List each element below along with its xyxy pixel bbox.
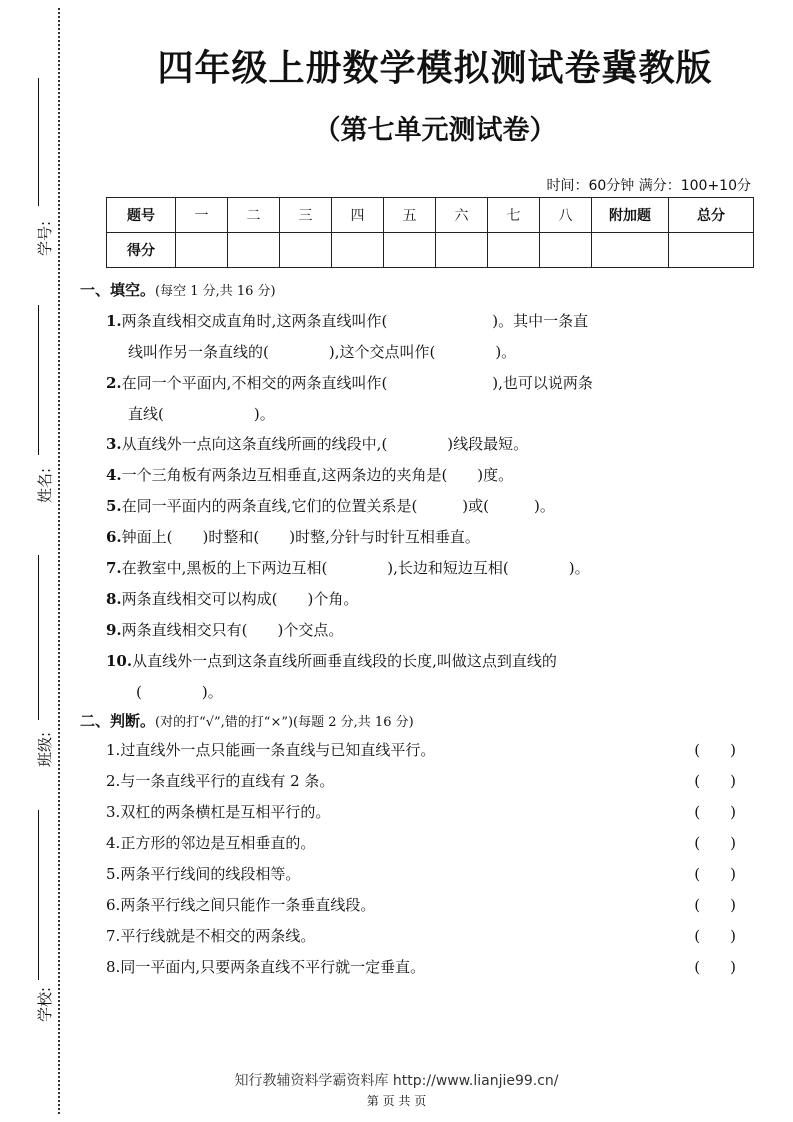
question-number: 1. <box>106 741 121 759</box>
score-input-cell[interactable] <box>332 233 384 268</box>
exam-meta: 时间：60分钟 满分：100+10分 <box>546 178 751 194</box>
question-number: 3. <box>106 435 122 453</box>
fill-question <box>106 491 736 522</box>
score-input-cell[interactable] <box>280 233 332 268</box>
page-title: 四年级上册数学模拟测试卷冀教版 <box>157 48 713 89</box>
judge-question <box>106 797 736 828</box>
student-name-label: 姓名: <box>36 467 54 503</box>
fill-question <box>106 522 736 553</box>
section-note: (每空 1 分,共 16 分) <box>155 284 276 299</box>
question-text-cont: 直线( )。 <box>128 405 275 423</box>
question-number: 4. <box>106 466 122 484</box>
question-number: 2. <box>106 772 121 790</box>
section-fill-blank-heading <box>80 279 276 300</box>
judge-question <box>106 766 736 797</box>
question-text: 两条平行线之间只能作一条垂直线段。 <box>120 896 376 914</box>
section-note: (对的打“√”,错的打“×”)(每题 2 分,共 16 分) <box>155 715 414 730</box>
question-text-cont: ( )。 <box>136 683 223 701</box>
student-id-label: 学号: <box>36 220 54 256</box>
question-text: 两条直线相交可以构成( )个角。 <box>121 590 359 608</box>
score-header-cell: 总分 <box>669 198 754 233</box>
judge-question <box>106 952 736 983</box>
footer-source: 知行教辅资料学霸资料库 http://www.lianjie99.cn/ <box>234 1073 559 1089</box>
score-input-cell[interactable] <box>592 233 669 268</box>
question-number: 5. <box>106 497 122 515</box>
judge-question <box>106 921 736 952</box>
score-header-cell: 八 <box>540 198 592 233</box>
student-id-underline <box>38 78 39 206</box>
score-header-cell: 三 <box>280 198 332 233</box>
fill-question <box>106 584 736 615</box>
class-label: 班级: <box>36 731 54 767</box>
question-text: 钟面上( )时整和( )时整,分针与时针互相垂直。 <box>121 528 480 546</box>
question-number: 6. <box>106 528 122 546</box>
score-input-cell[interactable] <box>384 233 436 268</box>
score-table-header-row <box>107 198 754 233</box>
score-input-cell[interactable] <box>228 233 280 268</box>
score-header-cell: 一 <box>176 198 228 233</box>
score-table-score-row <box>107 233 754 268</box>
fill-question <box>106 460 736 491</box>
question-text: 在同一平面内的两条直线,它们的位置关系是( )或( )。 <box>121 497 555 515</box>
answer-parentheses[interactable]: ( ) <box>694 896 736 914</box>
section-title: 一、填空。 <box>80 281 156 299</box>
question-number: 6. <box>106 896 121 914</box>
score-header-cell: 四 <box>332 198 384 233</box>
score-input-cell[interactable] <box>176 233 228 268</box>
question-text: 两条平行线间的线段相等。 <box>120 865 301 883</box>
question-number: 7. <box>106 559 122 577</box>
judge-question <box>106 859 736 890</box>
school-label: 学校: <box>36 986 54 1022</box>
question-text: 在同一个平面内,不相交的两条直线叫作( ),也可以说两条 <box>121 374 593 392</box>
question-number: 8. <box>106 958 121 976</box>
class-underline <box>38 555 39 720</box>
question-text: 同一平面内,只要两条直线不平行就一定垂直。 <box>120 958 426 976</box>
score-row-label: 得分 <box>107 233 176 268</box>
answer-parentheses[interactable]: ( ) <box>694 834 736 852</box>
score-header-cell: 题号 <box>107 198 176 233</box>
student-name-field[interactable] <box>18 305 54 505</box>
question-text: 两条直线相交成直角时,这两条直线叫作( )。其中一条直 <box>121 312 589 330</box>
question-number: 3. <box>106 803 121 821</box>
question-number: 10. <box>106 652 133 670</box>
answer-parentheses[interactable]: ( ) <box>694 741 736 759</box>
student-id-field[interactable] <box>18 78 54 258</box>
answer-parentheses[interactable]: ( ) <box>694 772 736 790</box>
binding-dotted-line <box>58 8 60 1114</box>
score-input-cell[interactable] <box>488 233 540 268</box>
question-text: 双杠的两条横杠是互相平行的。 <box>120 803 331 821</box>
question-number: 7. <box>106 927 121 945</box>
answer-parentheses[interactable]: ( ) <box>694 803 736 821</box>
student-name-underline <box>38 305 39 455</box>
question-text: 正方形的邻边是互相垂直的。 <box>120 834 316 852</box>
class-field[interactable] <box>18 555 54 767</box>
question-text: 一个三角板有两条边互相垂直,这两条边的夹角是( )度。 <box>121 466 514 484</box>
score-header-cell: 七 <box>488 198 540 233</box>
question-text-cont: 线叫作另一条直线的( ),这个交点叫作( )。 <box>128 343 517 361</box>
judge-question <box>106 735 736 766</box>
score-table <box>106 197 754 268</box>
judge-question <box>106 828 736 859</box>
fill-question <box>106 429 736 460</box>
answer-parentheses[interactable]: ( ) <box>694 927 736 945</box>
question-number: 8. <box>106 590 122 608</box>
page-number: 第 页 共 页 <box>366 1094 427 1108</box>
fill-question <box>106 306 736 368</box>
page-subtitle: （第七单元测试卷） <box>313 115 557 146</box>
question-number: 2. <box>106 374 122 392</box>
score-input-cell[interactable] <box>669 233 754 268</box>
score-header-cell: 二 <box>228 198 280 233</box>
score-header-cell: 六 <box>436 198 488 233</box>
question-number: 9. <box>106 621 122 639</box>
question-text: 过直线外一点只能画一条直线与已知直线平行。 <box>120 741 436 759</box>
question-text: 从直线外一点到这条直线所画垂直线段的长度,叫做这点到直线的 <box>132 652 557 670</box>
question-text: 平行线就是不相交的两条线。 <box>120 927 316 945</box>
question-text: 两条直线相交只有( )个交点。 <box>121 621 344 639</box>
answer-parentheses[interactable]: ( ) <box>694 865 736 883</box>
score-input-cell[interactable] <box>436 233 488 268</box>
score-input-cell[interactable] <box>540 233 592 268</box>
question-text: 在教室中,黑板的上下两边互相( ),长边和短边互相( )。 <box>121 559 590 577</box>
school-underline <box>38 810 39 980</box>
judge-question <box>106 890 736 921</box>
question-number: 5. <box>106 865 121 883</box>
score-header-cell: 附加题 <box>592 198 669 233</box>
score-header-cell: 五 <box>384 198 436 233</box>
fill-question <box>106 368 736 430</box>
fill-question <box>106 615 736 646</box>
section-title: 二、判断。 <box>80 712 156 730</box>
fill-question <box>106 646 736 708</box>
school-field[interactable] <box>18 810 54 1030</box>
question-text: 与一条直线平行的直线有 2 条。 <box>120 772 335 790</box>
question-text: 从直线外一点向这条直线所画的线段中,( )线段最短。 <box>121 435 529 453</box>
question-number: 4. <box>106 834 121 852</box>
fill-question <box>106 553 736 584</box>
question-number: 1. <box>106 312 122 330</box>
answer-parentheses[interactable]: ( ) <box>694 958 736 976</box>
section-judge-heading <box>80 710 414 731</box>
